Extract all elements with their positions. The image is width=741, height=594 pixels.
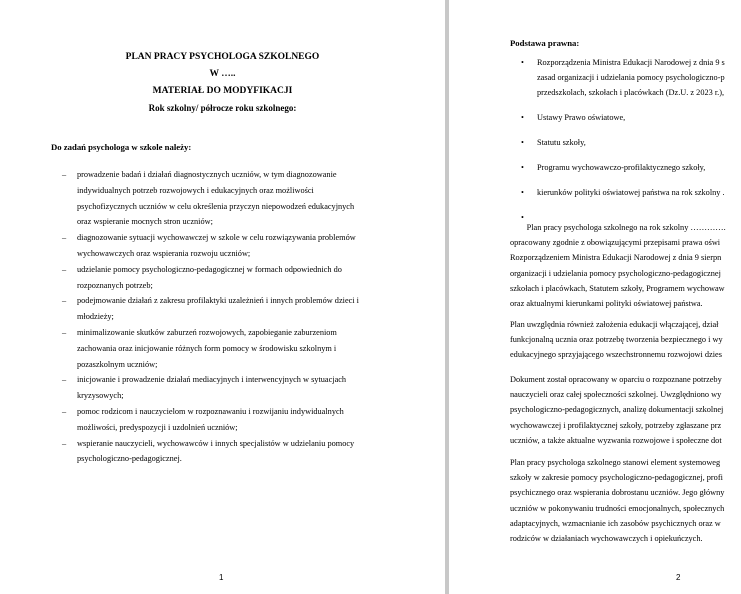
task-item bbox=[62, 404, 382, 436]
document-page-2 bbox=[449, 0, 741, 594]
task-line: minimalizowanie skutków zaburzeń rozwojowych, zapobieganie zaburzeniom bbox=[77, 327, 337, 337]
paragraph bbox=[510, 372, 741, 448]
dash-marker: – bbox=[62, 296, 67, 306]
bullet-marker: • bbox=[521, 188, 524, 197]
task-line: kryzysowych; bbox=[77, 391, 124, 401]
paragraph-line: Rozporządzeniem Ministra Edukacji Narodowej z dnia 9 sierpn bbox=[510, 253, 722, 263]
task-item bbox=[62, 293, 382, 325]
paragraph-line: wychowawczej i profilaktycznej szkoły, potrzeby zgłaszane prz bbox=[510, 420, 722, 430]
paragraph-line: rodziców w działaniach wychowawczych i opiekuńczych. bbox=[510, 534, 703, 544]
task-line: młodzieży; bbox=[77, 312, 114, 322]
legal-basis-line: Statutu szkoły, bbox=[537, 138, 586, 147]
paragraph-line: Plan pracy psychologa szkolnego stanowi element systemoweg bbox=[510, 458, 721, 467]
legal-basis-item bbox=[521, 135, 741, 150]
paragraph bbox=[510, 455, 741, 546]
legal-basis-item bbox=[521, 160, 741, 175]
legal-basis-item bbox=[521, 110, 741, 125]
bullet-marker: • bbox=[521, 138, 524, 147]
document-subtitle: W ….. bbox=[209, 69, 236, 79]
paragraph-line: Dokument został opracowany w oparciu o rozpoznane potrzeby bbox=[510, 375, 722, 384]
paragraph-line: szkoły w zakresie pomocy psychologiczno-pedagogicznej, profi bbox=[510, 473, 723, 483]
legal-basis-item bbox=[521, 185, 741, 200]
paragraph-line: nauczycieli oraz całej społeczności szkolnej. Uwzględniono wy bbox=[510, 390, 722, 400]
task-line: pozaszkolnym uczniów; bbox=[77, 359, 158, 369]
task-item bbox=[62, 372, 382, 404]
task-line: wychowawczych oraz wspierania rozwoju uczniów; bbox=[77, 248, 251, 258]
tasks-list bbox=[62, 167, 382, 467]
paragraph-line: psychicznego oraz wspierania dobrostanu uczniów. Jego główny bbox=[510, 488, 725, 498]
paragraph bbox=[510, 317, 741, 363]
task-line: pomoc rodzicom i nauczycielom w rozpoznawaniu i rozwijaniu indywidualnych bbox=[77, 406, 344, 416]
dash-marker: – bbox=[62, 438, 67, 448]
task-line: diagnozowanie sytuacji wychowawczej w szkole w celu rozwiązywania problemów bbox=[77, 233, 356, 243]
paragraph-line: funkcjonalną ucznia oraz potrzebę tworzenia bezpiecznego i wy bbox=[510, 335, 723, 345]
task-line: psychofizycznych uczniów w celu określenia przyczyn niepowodzeń edukacyjnych bbox=[77, 201, 355, 211]
legal-basis-line: zasad organizacji i udzielania pomocy psychologiczno-p bbox=[537, 73, 725, 82]
school-year-label: Rok szkolny/ półrocze roku szkolnego: bbox=[148, 103, 297, 113]
task-line: oraz wspieranie mocnych stron uczniów; bbox=[77, 217, 213, 227]
dash-marker: – bbox=[62, 233, 67, 243]
legal-basis-line: Ustawy Prawo oświatowe, bbox=[537, 113, 626, 122]
document-title: PLAN PRACY PSYCHOLOGA SZKOLNEGO bbox=[125, 52, 320, 62]
paragraph-line: psychologiczno-pedagogicznych, analizę dokumentacji szkolnej bbox=[510, 405, 724, 415]
task-line: podejmowanie działań z zakresu profilaktyki uzależnień i innych problemów dzieci i bbox=[77, 296, 359, 306]
paragraph-line: Plan pracy psychologa szkolnego na rok szkolny …………. bbox=[510, 223, 726, 232]
dash-marker: – bbox=[62, 406, 67, 416]
page-number: 1 bbox=[219, 573, 224, 582]
legal-basis-item bbox=[521, 55, 741, 100]
paragraph-line: opracowany zgodnie z obowiązującymi przepisami prawa oświ bbox=[510, 238, 721, 248]
tasks-heading: Do zadań psychologa w szkole należy: bbox=[51, 142, 192, 152]
dash-marker: – bbox=[62, 264, 67, 274]
task-line: inicjowanie i prowadzenie działań mediacyjnych i interwencyjnych w sytuacjach bbox=[77, 375, 347, 385]
legal-basis-line: kierunków polityki oświatowej państwa na rok szkolny . bbox=[537, 188, 725, 197]
paragraph bbox=[510, 220, 741, 311]
material-label: MATERIAŁ DO MODYFIKACJI bbox=[152, 86, 293, 96]
legal-basis-line: Programu wychowawczo-profilaktycznego szkoły, bbox=[537, 163, 706, 172]
page-number: 2 bbox=[676, 573, 681, 582]
legal-basis-heading: Podstawa prawna: bbox=[510, 38, 580, 48]
paragraph-line: uczniów, a także aktualne wyzwania rozwojowe i społeczne dot bbox=[510, 435, 722, 445]
task-line: indywidualnych potrzeb rozwojowych i edukacyjnych oraz możliwości bbox=[77, 185, 314, 195]
bullet-marker: • bbox=[521, 113, 524, 122]
task-item bbox=[62, 167, 382, 230]
paragraph-line: adaptacyjnych, wzmacnianie ich zasobów psychicznych oraz w bbox=[510, 518, 721, 528]
paragraph-line: Plan uwzględnia również założenia edukacji włączającej, dział bbox=[510, 320, 719, 329]
task-line: wspieranie nauczycieli, wychowawców i innych specjalistów w udzielaniu pomocy bbox=[77, 438, 355, 448]
task-item bbox=[62, 262, 382, 294]
dash-marker: – bbox=[62, 170, 67, 179]
paragraph-line: szkołach i placówkach, Statutem szkoły, Programem wychowaw bbox=[510, 283, 725, 293]
task-item bbox=[62, 436, 382, 468]
bullet-marker: • bbox=[521, 58, 524, 67]
task-line: psychologiczno-pedagogicznej. bbox=[77, 454, 182, 464]
task-line: prowadzenie badań i działań diagnostycznych uczniów, w tym diagnozowanie bbox=[77, 170, 337, 179]
legal-basis-list bbox=[521, 55, 741, 235]
paragraph-line: oraz aktualnymi kierunkami polityki oświatowej państwa. bbox=[510, 299, 703, 309]
bullet-marker: • bbox=[521, 163, 524, 172]
bullet-marker: • bbox=[521, 213, 524, 222]
legal-basis-line: przedszkolach, szkołach i placówkach (Dz.U. z 2023 r.), bbox=[537, 88, 725, 97]
task-item bbox=[62, 325, 382, 372]
dash-marker: – bbox=[62, 327, 67, 337]
task-line: zachowania oraz inicjowanie różnych form pomocy w środowisku szkolnym i bbox=[77, 343, 337, 353]
legal-basis-line: Rozporządzenia Ministra Edukacji Narodowej z dnia 9 s bbox=[537, 58, 725, 67]
task-line: rozpoznanych potrzeb; bbox=[77, 280, 153, 290]
task-line: udzielanie pomocy psychologiczno-pedagogicznej w formach odpowiednich do bbox=[77, 264, 342, 274]
task-line: możliwości, predyspozycji i uzdolnień uczniów; bbox=[77, 422, 238, 432]
paragraph-line: uczniów w pokonywaniu trudności emocjonalnych, społecznych bbox=[510, 503, 725, 513]
dash-marker: – bbox=[62, 375, 67, 385]
paragraph-line: organizacji i udzielania pomocy psychologiczno-pedagogicznej bbox=[510, 268, 721, 278]
paragraph-line: edukacyjnego sprzyjającego wszechstronnemu rozwojowi dzies bbox=[510, 350, 722, 360]
task-item bbox=[62, 230, 382, 262]
